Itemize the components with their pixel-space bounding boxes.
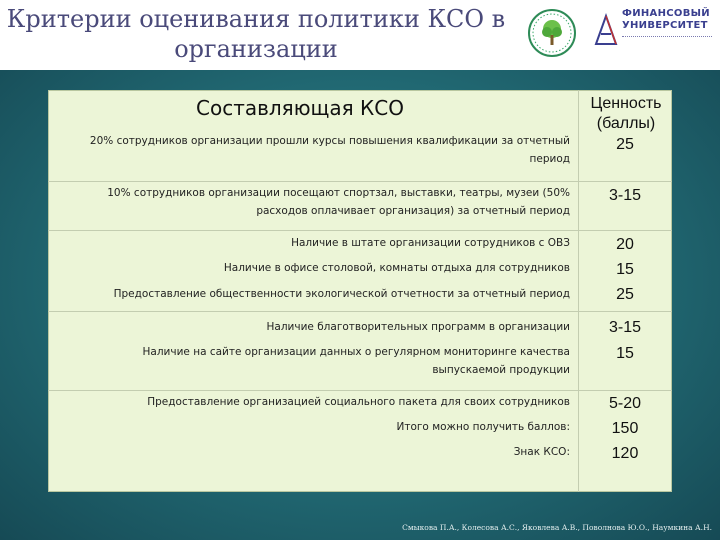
column-header-value-line-2: (баллы): [596, 115, 656, 132]
table-row-criterion: Наличие благотворительных программ в организации: [266, 321, 570, 333]
table-row-criterion: [143, 343, 570, 379]
table-row-criterion: Наличие в штате организации сотрудников с ОВЗ: [291, 237, 570, 249]
column-header-value-line-1: Ценность: [590, 95, 662, 112]
criterion-text: 20% сотрудников организации прошли курсы повышения квалификации за отчетный: [89, 135, 570, 147]
slide-title: [6, 4, 506, 64]
criterion-text: расходов оплачивает организация) за отчетный период: [256, 205, 570, 217]
table-row-criterion: [90, 132, 570, 168]
table-row-criterion: Предоставление организацией социального пакета для своих сотрудников: [147, 396, 570, 408]
table-row-value: 3-15: [608, 187, 642, 204]
table-row-value: 25: [616, 136, 634, 153]
column-header-criterion: Составляющая КСО: [196, 96, 404, 120]
table-row-criterion: Итого можно получить баллов:: [396, 421, 570, 433]
university-tagline-divider: [622, 36, 712, 40]
table-row-value: 15: [616, 345, 634, 362]
criterion-text: Наличие на сайте организации данных о регулярном мониторинге качества: [142, 346, 570, 358]
eco-tree-logo-icon: [527, 8, 577, 58]
criterion-text: 10% сотрудников организации посещают спортзал, выставки, театры, музеи (50%: [107, 187, 570, 199]
table-row-value: 150: [611, 420, 639, 437]
table-row-value: 20: [616, 236, 634, 253]
criterion-text: период: [529, 153, 570, 165]
table-row-value: 3-15: [608, 319, 642, 336]
table-row-value: 15: [616, 261, 634, 278]
table-row-criterion: Знак КСО:: [513, 446, 570, 458]
table-row-divider: [48, 181, 672, 182]
table-row-divider: [48, 311, 672, 312]
table-row-value: 25: [616, 286, 634, 303]
table-column-divider: [578, 90, 579, 492]
column-header-value: [580, 94, 672, 134]
criterion-text: выпускаемой продукции: [432, 364, 570, 376]
title-line-1: Критерии оценивания политики КСО в: [6, 5, 506, 33]
table-row-criterion: Наличие в офисе столовой, комнаты отдыха для сотрудников: [223, 262, 570, 274]
table-row-value: 5-20: [608, 395, 642, 412]
university-name: [622, 8, 710, 32]
table-row-criterion: [107, 184, 570, 220]
table-row-criterion: Предоставление общественности экологической отчетности за отчетный период: [113, 288, 570, 300]
university-name-line-1: ФИНАНСОВЫЙ: [622, 8, 710, 19]
table-row-divider: [48, 390, 672, 391]
university-name-line-2: УНИВЕРСИТЕТ: [622, 20, 708, 31]
table-row-value: 120: [611, 445, 639, 462]
slide-header: [0, 0, 720, 70]
authors-footer: Смыкова П.А., Колесова А.С., Яковлева А.В., Поволнова Ю.О., Наумкина А.Н.: [402, 523, 712, 532]
table-row-divider: [48, 230, 672, 231]
title-line-2: организации: [174, 35, 338, 63]
